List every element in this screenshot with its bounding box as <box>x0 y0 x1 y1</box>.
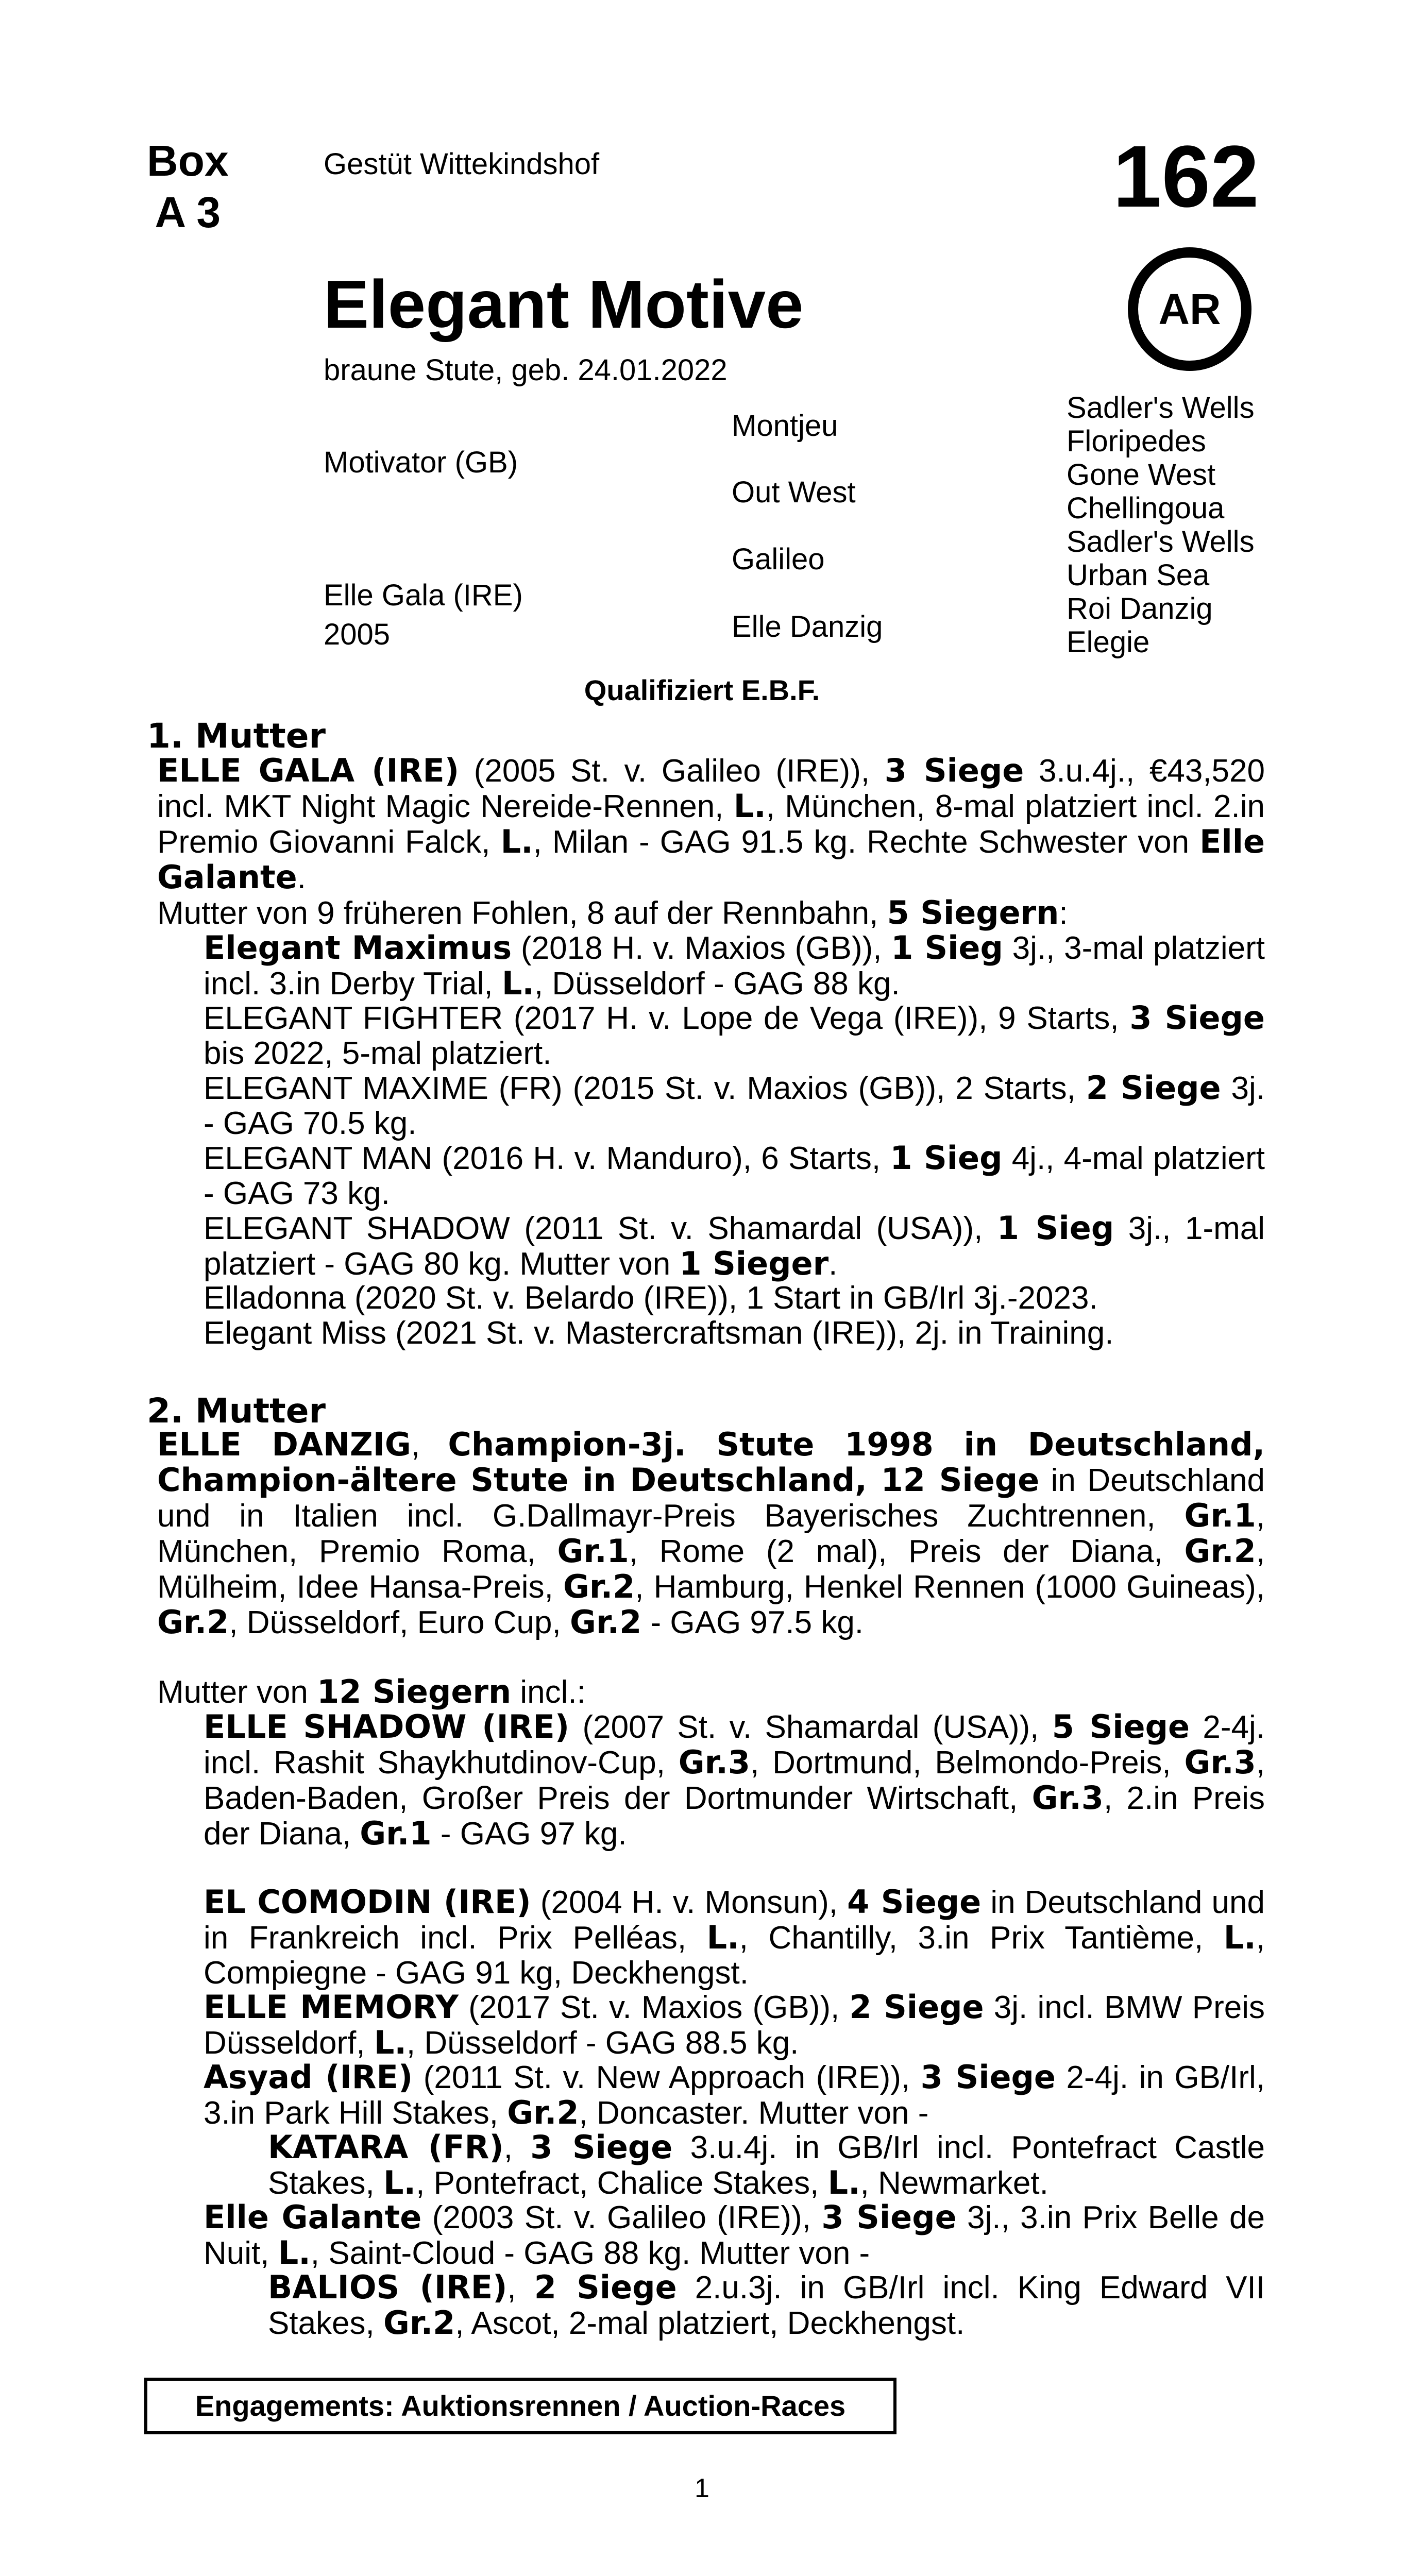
first-dam-offspring-7: Elegant Miss (2021 St. v. Mastercraftsman (IRE)), 2j. in Training. <box>204 1315 1114 1351</box>
second-dam-main: ELLE DANZIG, Champion-3j. Stute 1998 in Deutschland, Champion-ältere Stute in Deutschland, 12 Siege in Deutschland und in Italien incl. G.Dallmayr-Preis Bayerisches Zuchtrennen, Gr.1, München, Premio Roma, Gr.1, Rome (2 mal), Preis der Diana, Gr.2, Mülheim, Idee Hansa-Preis, Gr.2, Hamburg, Henkel Rennen (1000 Guineas), Gr.2, Düsseldorf, Euro Cup, Gr.2 - GAG 97.5 kg. <box>157 1426 1265 1641</box>
pedigree-gen3-5: Sadler's Wells <box>1067 525 1255 558</box>
engagements-box: Engagements: Auktionsrennen / Auction-Races <box>144 2378 896 2434</box>
box-line2: A 3 <box>155 188 221 236</box>
second-dam-produce: Mutter von 12 Siegern incl.: <box>157 1673 586 1710</box>
pedigree-gen3-3: Gone West <box>1067 458 1216 492</box>
first-dam-heading: 1. Mutter <box>147 716 326 756</box>
second-dam-heading: 2. Mutter <box>147 1391 326 1431</box>
first-dam-offspring-4: ELEGANT MAN (2016 H. v. Manduro), 6 Starts, 1 Sieg 4j., 4-mal platziert - GAG 73 kg. <box>204 1139 1265 1211</box>
first-dam-produce: Mutter von 9 früheren Fohlen, 8 auf der Rennbahn, 5 Siegern: <box>157 894 1068 931</box>
qualification: Qualifiziert E.B.F. <box>584 674 820 706</box>
first-dam-main: ELLE GALA (IRE) (2005 St. v. Galileo (IRE)), 3 Siege 3.u.4j., €43,520 incl. MKT Night Magic Nereide-Rennen, L., München, 8-mal platziert incl. 2.in Premio Giovanni Falck, L., Milan - GAG 91.5 kg. Rechte Schwester von Elle Galante. <box>157 752 1265 896</box>
pedigree-gen2-3: Galileo <box>732 543 825 576</box>
pedigree-gen3-8: Elegie <box>1067 625 1150 659</box>
second-dam-offspring-3: ELLE MEMORY (2017 St. v. Maxios (GB)), 2 Siege 3j. incl. BMW Preis Düsseldorf, L., Düsseldorf - GAG 88.5 kg. <box>204 1988 1265 2061</box>
pedigree-gen3-7: Roi Danzig <box>1067 592 1213 625</box>
pedigree-gen2-2: Out West <box>732 476 856 509</box>
second-dam-offspring-5a: BALIOS (IRE), 2 Siege 2.u.3j. in GB/Irl incl. King Edward VII Stakes, Gr.2, Ascot, 2-mal platziert, Deckhengst. <box>268 2268 1265 2342</box>
pedigree-sire: Motivator (GB) <box>324 446 518 479</box>
stud-name: Gestüt Wittekindshof <box>324 147 600 181</box>
ar-badge: AR <box>1128 247 1251 371</box>
lot-number: 162 <box>1113 128 1259 226</box>
pedigree-gen3-6: Urban Sea <box>1067 558 1210 592</box>
first-dam-offspring-2: ELEGANT FIGHTER (2017 H. v. Lope de Vega (IRE)), 9 Starts, 3 Siege bis 2022, 5-mal platziert. <box>204 999 1265 1071</box>
pedigree-gen2-4: Elle Danzig <box>732 610 883 643</box>
box-line1: Box <box>147 137 229 185</box>
pedigree-gen2-1: Montjeu <box>732 409 838 443</box>
second-dam-offspring-4a: KATARA (FR), 3 Siege 3.u.4j. in GB/Irl incl. Pontefract Castle Stakes, L., Pontefract, Chalice Stakes, L., Newmarket. <box>268 2128 1265 2201</box>
second-dam-offspring-1: ELLE SHADOW (IRE) (2007 St. v. Shamardal (USA)), 5 Siege 2-4j. incl. Rashit Shaykhutdinov-Cup, Gr.3, Dortmund, Belmondo-Preis, Gr.3, Baden-Baden, Großer Preis der Dortmunder Wirtschaft, Gr.3, 2.in Preis der Diana, Gr.1 - GAG 97 kg. <box>204 1708 1265 1852</box>
pedigree-dam-year: 2005 <box>324 618 391 651</box>
first-dam-offspring-5: ELEGANT SHADOW (2011 St. v. Shamardal (USA)), 1 Sieg 3j., 1-mal platziert - GAG 80 kg. Mutter von 1 Sieger. <box>204 1209 1265 1282</box>
pedigree-gen3-1: Sadler's Wells <box>1067 391 1255 425</box>
pedigree-gen3-2: Floripedes <box>1067 425 1206 458</box>
horse-name: Elegant Motive <box>324 266 804 342</box>
first-dam-offspring-1: Elegant Maximus (2018 H. v. Maxios (GB)), 1 Sieg 3j., 3-mal platziert incl. 3.in Derby Trial, L., Düsseldorf - GAG 88 kg. <box>204 929 1265 1002</box>
second-dam-offspring-4: Asyad (IRE) (2011 St. v. New Approach (IRE)), 3 Siege 2-4j. in GB/Irl, 3.in Park Hill Stakes, Gr.2, Doncaster. Mutter von - <box>204 2058 1265 2131</box>
horse-description: braune Stute, geb. 24.01.2022 <box>324 353 728 387</box>
first-dam-offspring-3: ELEGANT MAXIME (FR) (2015 St. v. Maxios (GB)), 2 Starts, 2 Siege 3j. - GAG 70.5 kg. <box>204 1069 1265 1141</box>
second-dam-offspring-5: Elle Galante (2003 St. v. Galileo (IRE)), 3 Siege 3j., 3.in Prix Belle de Nuit, L., Saint-Cloud - GAG 88 kg. Mutter von - <box>204 2198 1265 2272</box>
first-dam-offspring-6: Elladonna (2020 St. v. Belardo (IRE)), 1 Start in GB/Irl 3j.-2023. <box>204 1280 1098 1316</box>
pedigree-dam: Elle Gala (IRE) <box>324 579 523 612</box>
pedigree-gen3-4: Chellingoua <box>1067 492 1225 525</box>
second-dam-offspring-2: EL COMODIN (IRE) (2004 H. v. Monsun), 4 Siege in Deutschland und in Frankreich incl. Prix Pelléas, L., Chantilly, 3.in Prix Tantième, L., Compiegne - GAG 91 kg, Deckhengst. <box>204 1883 1265 1991</box>
page-number: 1 <box>695 2473 709 2503</box>
box-label <box>147 135 229 238</box>
